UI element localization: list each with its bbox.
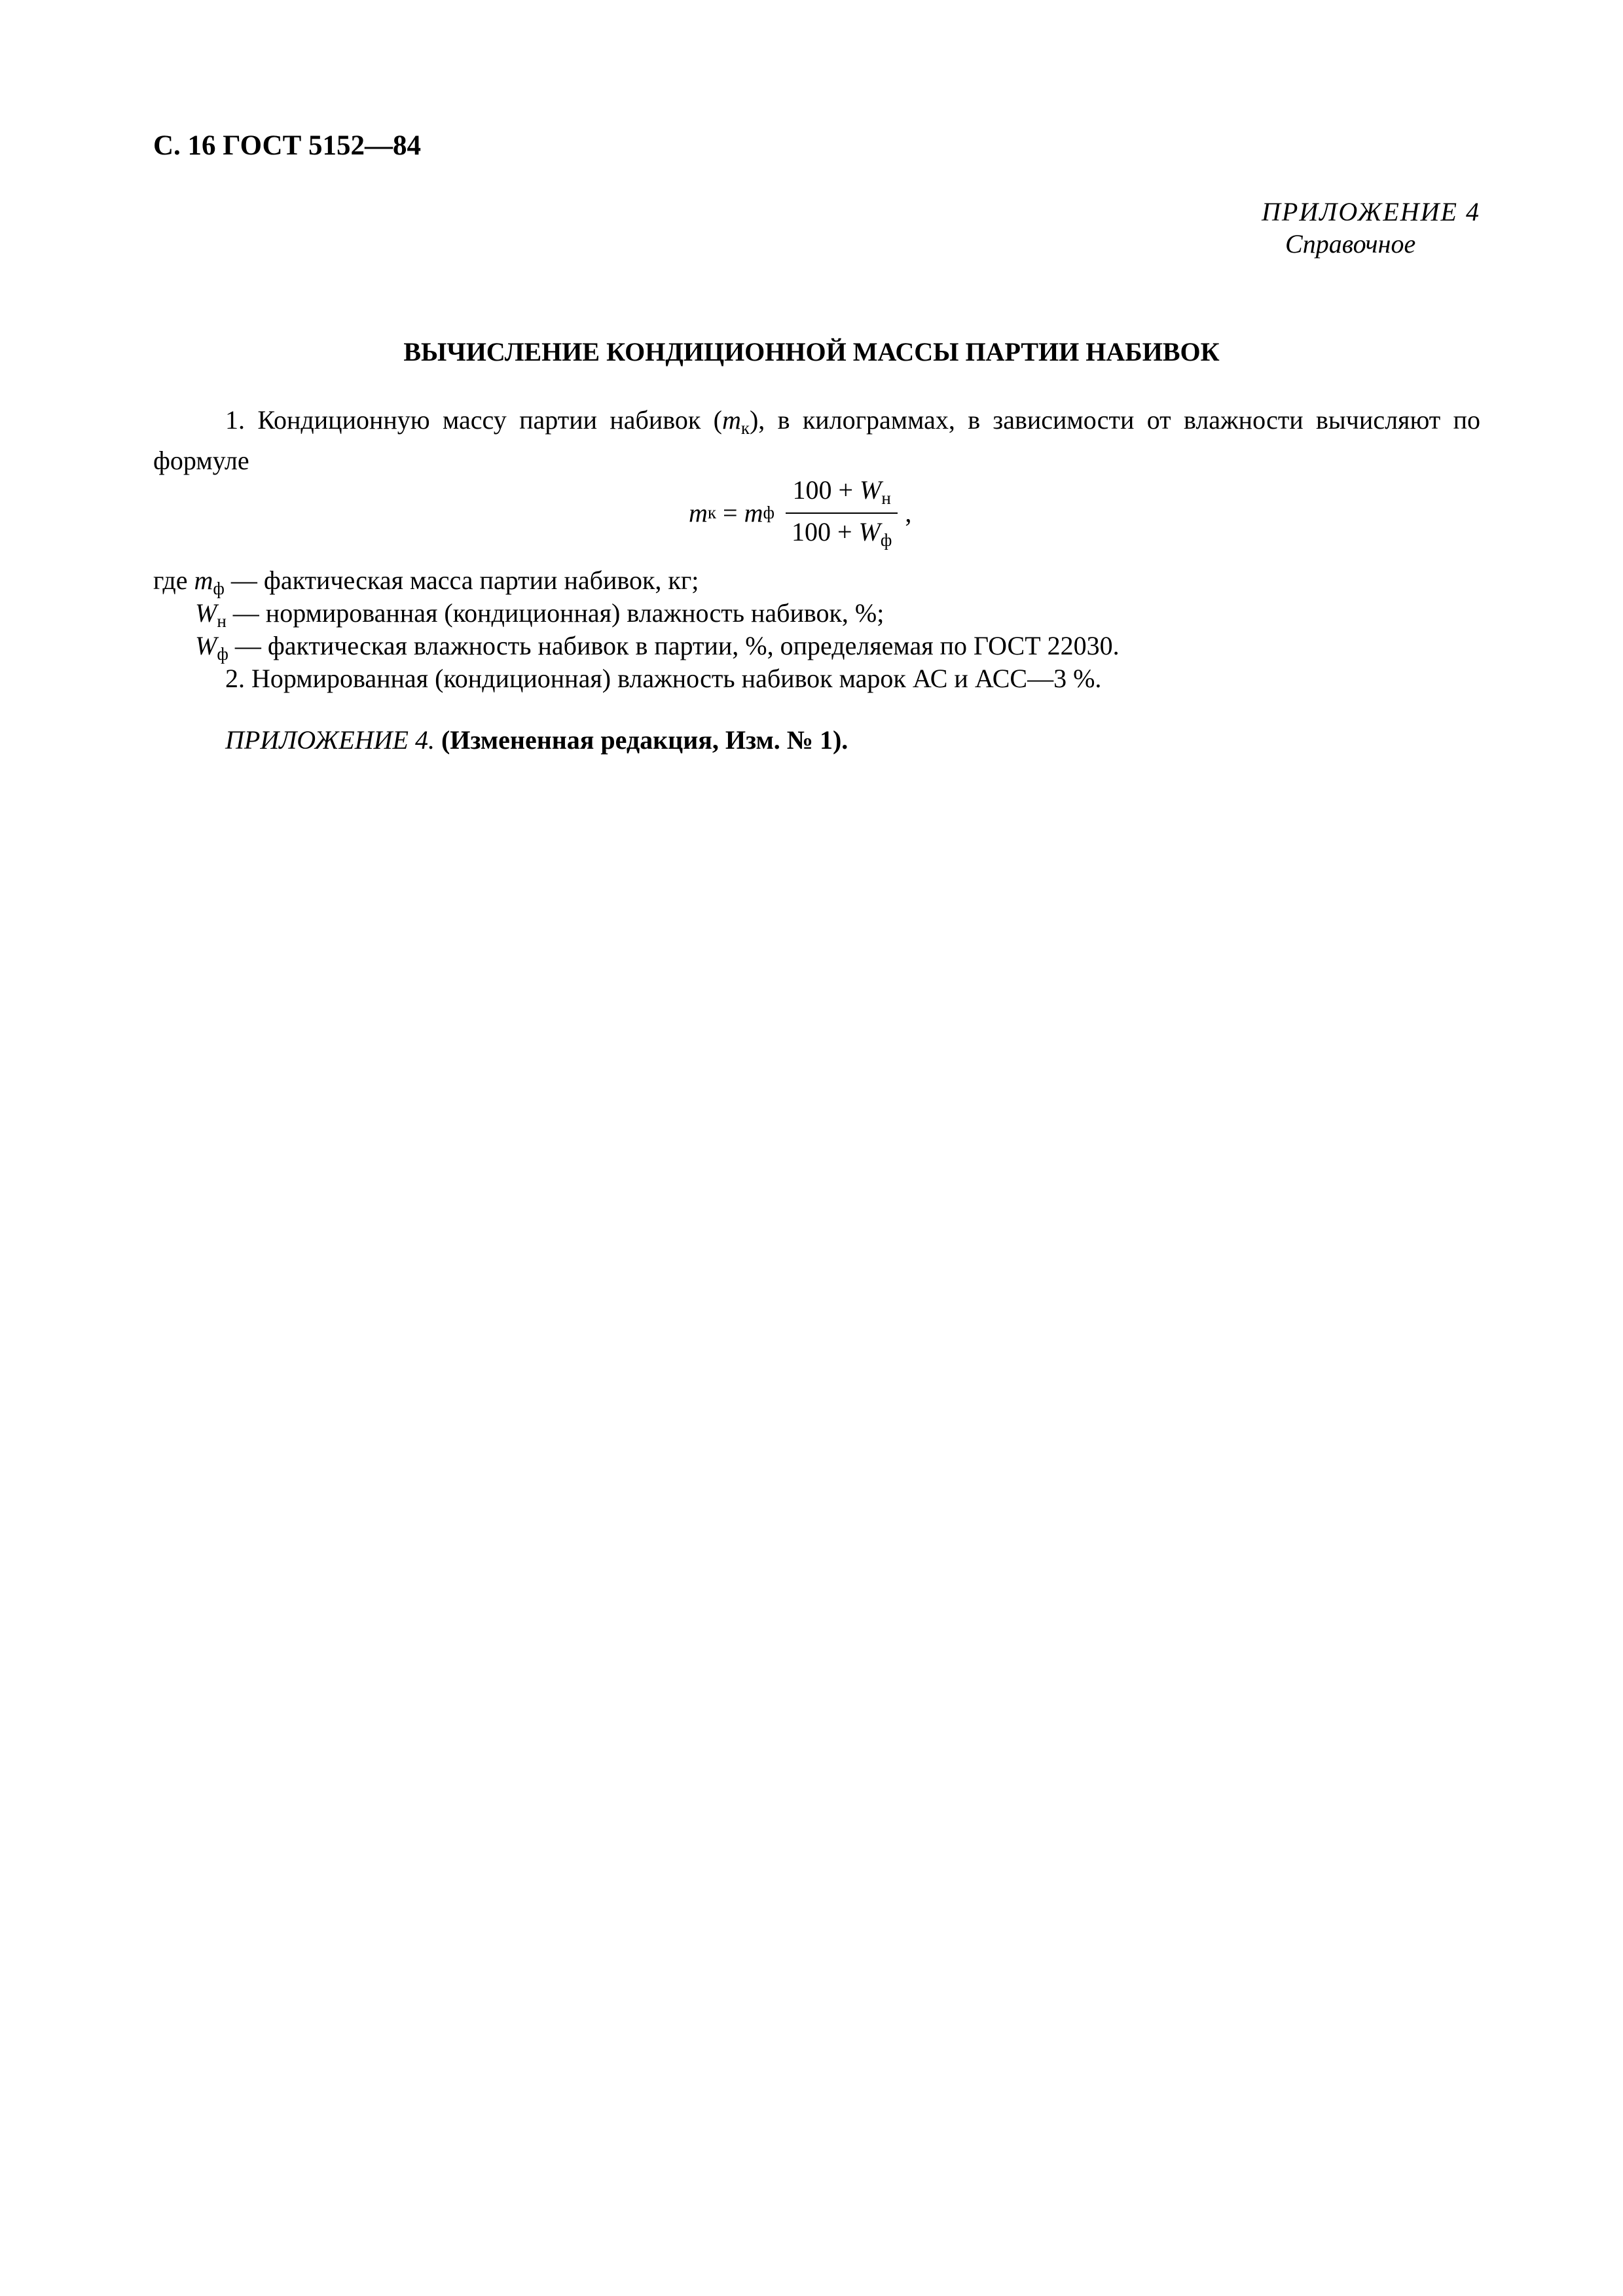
where-var: W	[195, 631, 217, 660]
where-var-sub: ф	[217, 644, 228, 664]
where-var: m	[194, 565, 213, 595]
formula-numerator	[786, 475, 897, 514]
formula-denominator-const: 100 +	[791, 517, 859, 547]
formula-numerator-var: W	[860, 475, 882, 505]
appendix-title: ПРИЛОЖЕНИЕ 4	[1262, 197, 1480, 226]
formula-denominator-sub: ф	[880, 530, 892, 550]
paragraph-1-symbol-sub: к	[740, 418, 750, 438]
where-var-sub: ф	[213, 579, 225, 598]
paragraph-1-text-before: 1. Кондиционную массу партии набивок (	[225, 405, 722, 435]
page-header: С. 16 ГОСТ 5152—84	[153, 130, 422, 161]
formula-rhs: m	[744, 497, 763, 528]
paragraph-2: 2. Нормированная (кондиционная) влажность набивок марок АС и АСС—3 %.	[225, 664, 1102, 693]
where-text: — фактическая влажность набивок в партии, %, определяемая по ГОСТ 22030.	[228, 631, 1120, 660]
formula-rhs-sub: ф	[763, 502, 775, 522]
appendix-kind: Справочное	[1285, 229, 1416, 259]
formula-numerator-sub: н	[881, 488, 891, 508]
paragraph-1-symbol: m	[721, 405, 741, 435]
formula-fraction	[785, 475, 898, 550]
amendment-note	[225, 725, 848, 755]
formula-lhs-sub: к	[707, 502, 717, 522]
where-var-sub: н	[217, 611, 227, 631]
formula-trailing: ,	[905, 497, 912, 528]
formula-denominator	[785, 514, 898, 550]
formula-equals: =	[716, 497, 744, 528]
document-title: ВЫЧИСЛЕНИЕ КОНДИЦИОННОЙ МАССЫ ПАРТИИ НАБИВОК	[403, 337, 1220, 367]
where-text: — фактическая масса партии набивок, кг;	[224, 565, 699, 595]
where-prefix: где	[153, 565, 194, 595]
formula-numerator-const: 100 +	[792, 475, 860, 505]
formula	[689, 470, 911, 555]
where-text: — нормированная (кондиционная) влажность набивок, %;	[226, 598, 884, 628]
amendment-ref: ПРИЛОЖЕНИЕ 4.	[225, 725, 435, 755]
formula-denominator-var: W	[858, 517, 881, 547]
paragraph-1	[153, 404, 1480, 477]
where-var: W	[195, 598, 217, 628]
amendment-text: (Измененная редакция, Изм. № 1).	[434, 725, 848, 755]
appendix-label	[1262, 196, 1480, 259]
paragraph-1-text-after: ), в килограммах, в зависимости от влажности вычисляют по формуле	[153, 405, 1481, 475]
formula-lhs: m	[689, 497, 708, 528]
